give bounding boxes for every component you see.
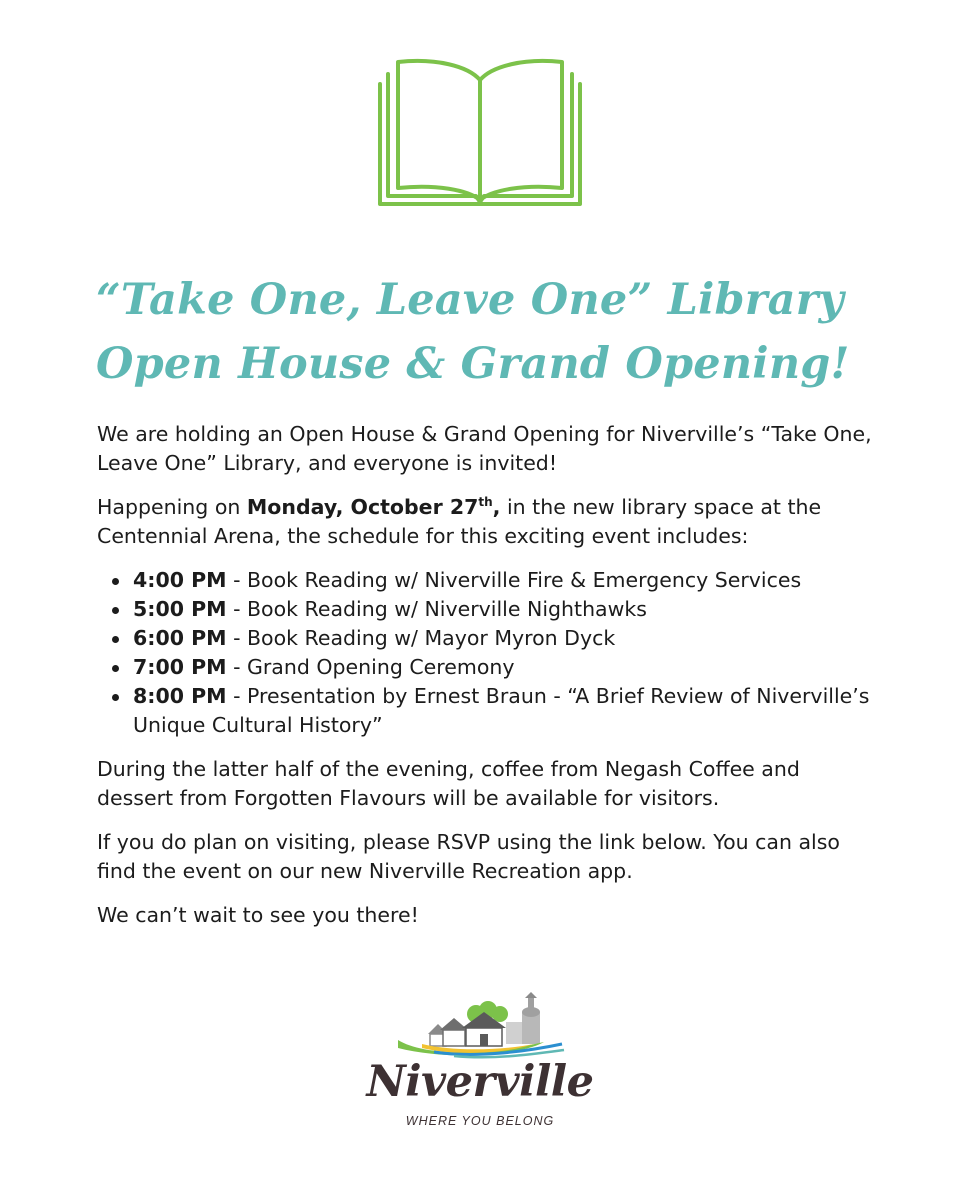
schedule-item <box>133 682 877 740</box>
schedule-desc: - Book Reading w/ Mayor Myron Dyck <box>226 626 616 650</box>
open-book-icon <box>376 56 584 210</box>
title-line-2: Open House & Grand Opening! <box>96 339 850 389</box>
schedule-time: 6:00 PM <box>133 626 227 650</box>
closing-paragraph: We can’t wait to see you there! <box>97 903 419 927</box>
schedule-time: 5:00 PM <box>133 597 227 621</box>
intro-paragraph: We are holding an Open House & Grand Opening for Niverville’s “Take One, Leave One” Library, and everyone is invited! <box>97 422 872 475</box>
schedule-item <box>133 653 877 682</box>
niverville-logo <box>360 990 600 1140</box>
schedule-desc: - Book Reading w/ Niverville Nighthawks <box>226 597 647 621</box>
event-date-suffix: th <box>478 495 493 509</box>
schedule-desc: - Book Reading w/ Niverville Fire & Emergency Services <box>226 568 802 592</box>
schedule-desc: - Grand Opening Ceremony <box>226 655 515 679</box>
title-line-1: “Take One, Leave One” Library <box>96 275 844 325</box>
niverville-town-logo <box>394 990 566 1060</box>
happening-prefix: Happening on <box>97 495 247 519</box>
announcement-body <box>97 420 877 945</box>
schedule-item <box>133 566 877 595</box>
event-date: Monday, October 27th, <box>246 495 501 519</box>
schedule-time: 4:00 PM <box>133 568 227 592</box>
happening-paragraph <box>97 493 877 551</box>
rsvp-paragraph: If you do plan on visiting, please RSVP using the link below. You can also find the event on our new Niverville Recreation app. <box>97 830 840 883</box>
logo-wordmark: Niverville <box>366 1057 594 1107</box>
schedule-list <box>97 566 877 740</box>
schedule-item <box>133 595 877 624</box>
schedule-item <box>133 624 877 653</box>
schedule-desc: - Presentation by Ernest Braun - “A Brief Review of Niverville’s Unique Cultural History” <box>133 684 870 737</box>
page-title <box>96 268 896 396</box>
logo-tagline: WHERE YOU BELONG <box>405 1114 555 1128</box>
schedule-time: 8:00 PM <box>133 684 227 708</box>
happening-rest: in the new library space at the Centennial Arena, the schedule for this exciting event includes: <box>97 495 822 548</box>
refreshments-paragraph: During the latter half of the evening, coffee from Negash Coffee and dessert from Forgotten Flavours will be available for visitors. <box>97 757 800 810</box>
schedule-time: 7:00 PM <box>133 655 227 679</box>
